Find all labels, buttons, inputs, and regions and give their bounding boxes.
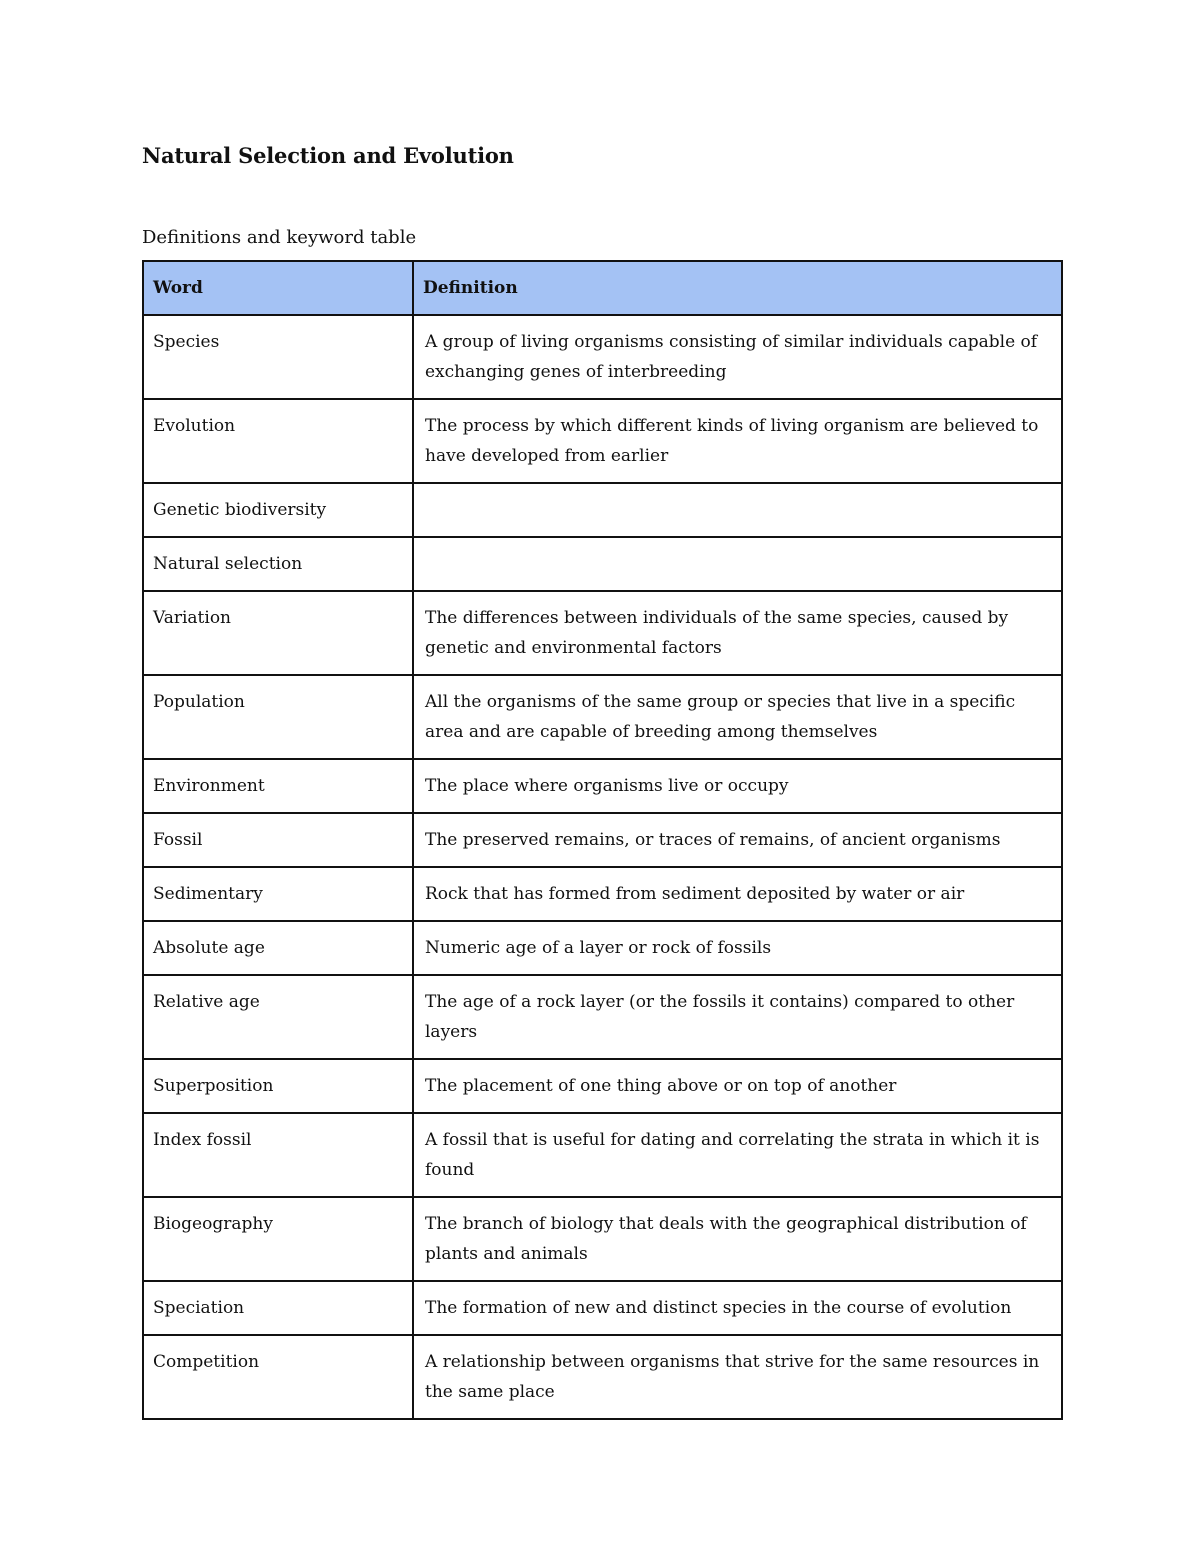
word-cell: Fossil <box>143 813 413 867</box>
definition-cell: All the organisms of the same group or species that live in a specific area and are capable of breeding among themselves <box>413 675 1062 759</box>
table-row <box>143 483 1062 537</box>
word-cell: Genetic biodiversity <box>143 483 413 537</box>
keyword-table <box>142 260 1063 1420</box>
word-cell: Relative age <box>143 975 413 1059</box>
definition-cell: The place where organisms live or occupy <box>413 759 1062 813</box>
table-row <box>143 867 1062 921</box>
definition-cell: Rock that has formed from sediment deposited by water or air <box>413 867 1062 921</box>
word-cell: Biogeography <box>143 1197 413 1281</box>
word-cell: Variation <box>143 591 413 675</box>
table-row <box>143 315 1062 399</box>
word-cell: Index fossil <box>143 1113 413 1197</box>
table-row <box>143 1281 1062 1335</box>
word-cell: Evolution <box>143 399 413 483</box>
table-row <box>143 813 1062 867</box>
definition-cell: The process by which different kinds of living organism are believed to have developed from earlier <box>413 399 1062 483</box>
table-header-row <box>143 261 1062 315</box>
definition-cell: A group of living organisms consisting of similar individuals capable of exchanging genes of interbreeding <box>413 315 1062 399</box>
table-row <box>143 399 1062 483</box>
table-row <box>143 1197 1062 1281</box>
definition-cell: Numeric age of a layer or rock of fossils <box>413 921 1062 975</box>
table-row <box>143 675 1062 759</box>
definition-cell-empty <box>413 537 1062 591</box>
table-row <box>143 591 1062 675</box>
definition-cell: The age of a rock layer (or the fossils it contains) compared to other layers <box>413 975 1062 1059</box>
word-cell: Absolute age <box>143 921 413 975</box>
table-row <box>143 537 1062 591</box>
word-cell: Competition <box>143 1335 413 1419</box>
word-cell: Environment <box>143 759 413 813</box>
definition-cell: The differences between individuals of the same species, caused by genetic and environmental factors <box>413 591 1062 675</box>
page-title: Natural Selection and Evolution <box>142 143 514 168</box>
definition-cell: The formation of new and distinct species in the course of evolution <box>413 1281 1062 1335</box>
word-cell: Sedimentary <box>143 867 413 921</box>
word-cell: Speciation <box>143 1281 413 1335</box>
definition-cell: A relationship between organisms that strive for the same resources in the same place <box>413 1335 1062 1419</box>
table-row <box>143 975 1062 1059</box>
definition-cell: A fossil that is useful for dating and correlating the strata in which it is found <box>413 1113 1062 1197</box>
definition-cell-empty <box>413 483 1062 537</box>
table-caption: Definitions and keyword table <box>142 227 417 248</box>
header-word: Word <box>143 261 413 315</box>
word-cell: Superposition <box>143 1059 413 1113</box>
table-row <box>143 1113 1062 1197</box>
definition-cell: The branch of biology that deals with the geographical distribution of plants and animals <box>413 1197 1062 1281</box>
table-row <box>143 759 1062 813</box>
header-definition: Definition <box>413 261 1062 315</box>
definition-cell: The preserved remains, or traces of remains, of ancient organisms <box>413 813 1062 867</box>
table-row <box>143 921 1062 975</box>
word-cell: Population <box>143 675 413 759</box>
word-cell: Species <box>143 315 413 399</box>
definition-cell: The placement of one thing above or on top of another <box>413 1059 1062 1113</box>
table-row <box>143 1335 1062 1419</box>
word-cell: Natural selection <box>143 537 413 591</box>
table-row <box>143 1059 1062 1113</box>
